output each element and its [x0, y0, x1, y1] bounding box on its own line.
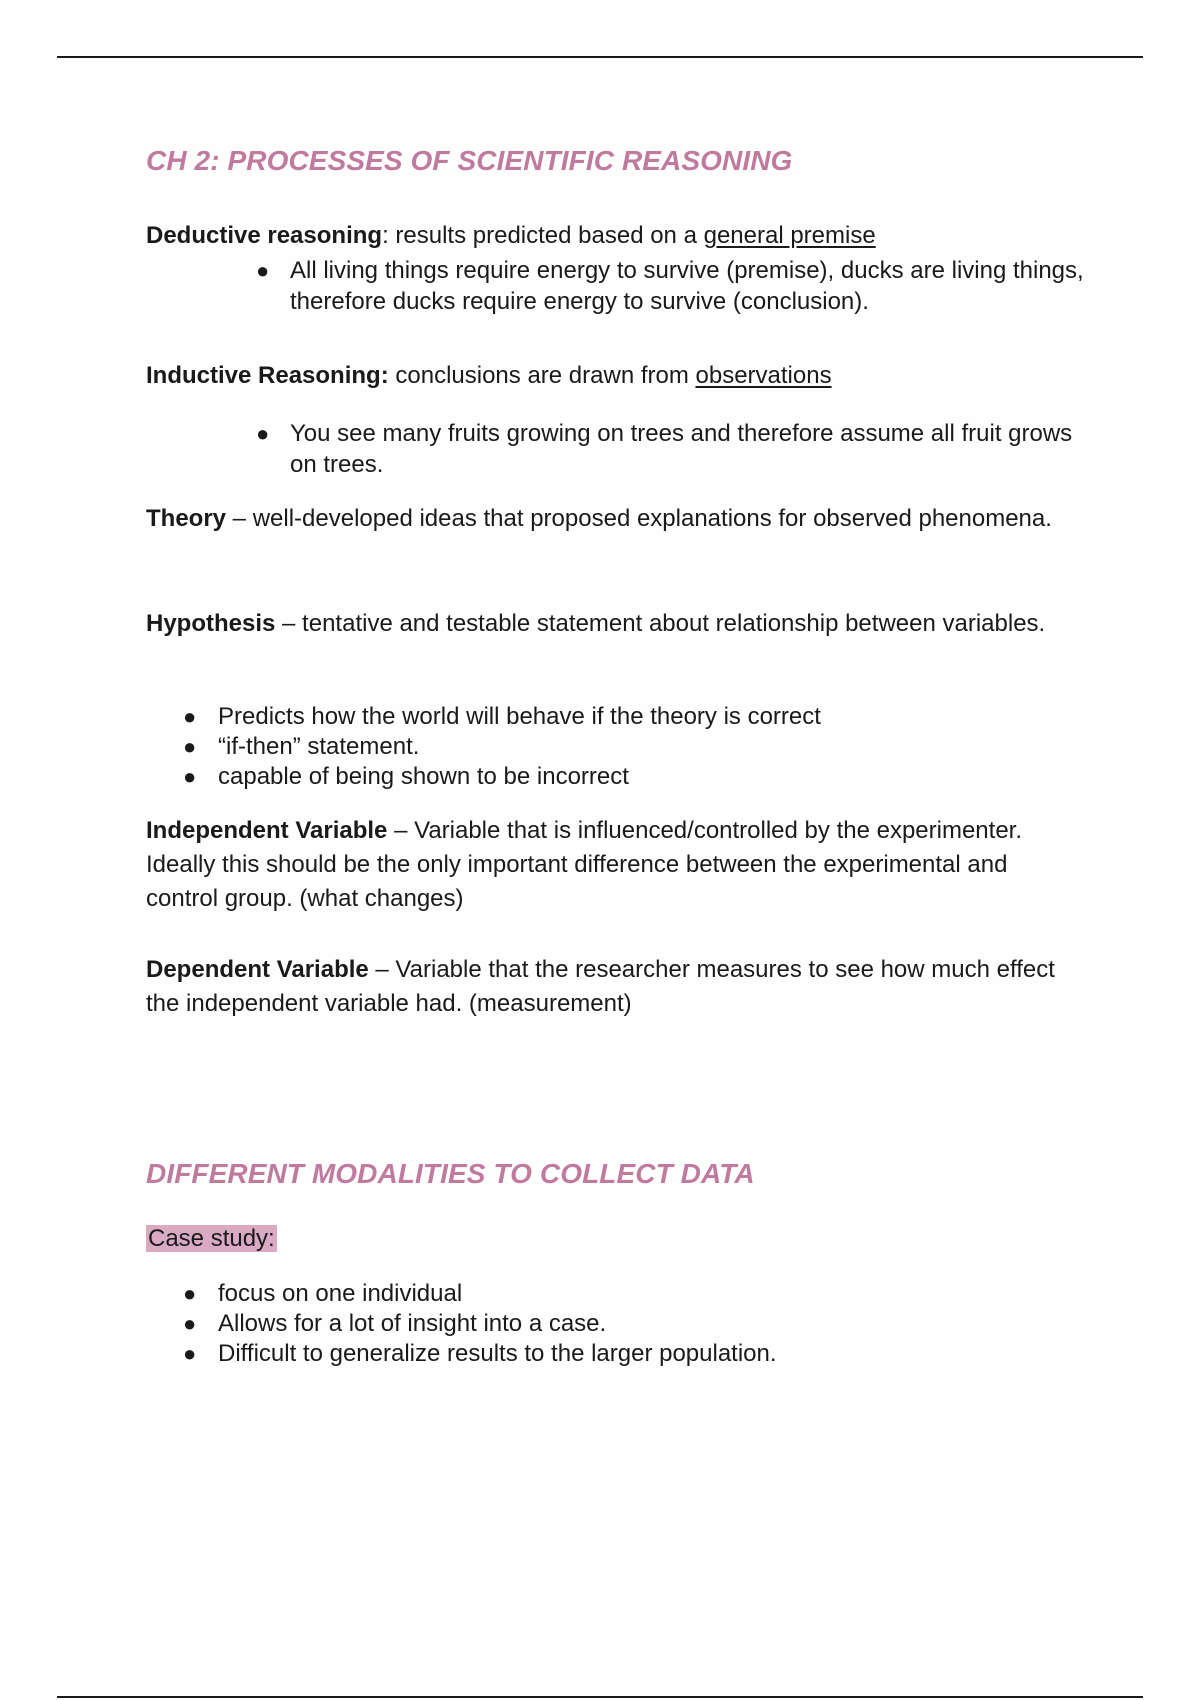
list-item: [183, 1279, 1098, 1309]
bullet-icon: ●: [183, 704, 197, 729]
inductive-term: Inductive Reasoning:: [146, 362, 389, 389]
list-item: [183, 1339, 1098, 1369]
case-study-label: Case study:: [148, 1225, 275, 1252]
inductive-underlined: observations: [695, 362, 832, 389]
list-item: [256, 255, 1090, 317]
independent-term: Independent Variable: [146, 817, 388, 844]
bullet-icon: ●: [183, 764, 197, 789]
inductive-sep: conclusions are drawn from: [388, 362, 696, 389]
deductive-underlined: general premise: [703, 222, 876, 249]
bullet-icon: ●: [256, 421, 270, 446]
bullet-icon: ●: [183, 734, 197, 759]
theory-term: Theory: [146, 505, 227, 532]
theory-text: – well-developed ideas that proposed explanations for observed phenomena.: [226, 505, 1052, 532]
case-study-label-block: [146, 1222, 1086, 1256]
hypothesis-bullets: [183, 702, 1098, 792]
dependent-text: – Variable that the researcher measures to see how much effect the independent variable had. (measurement): [146, 956, 1055, 1017]
case-study-bullet-2: Allows for a lot of insight into a case.: [218, 1310, 607, 1337]
deductive-bullets: [256, 255, 1090, 317]
bottom-rule: [57, 1696, 1143, 1698]
inductive-bullets: [256, 418, 1090, 480]
bullet-icon: ●: [183, 1311, 197, 1336]
deductive-bullet-1: All living things require energy to survive (premise), ducks are living things, therefore ducks require energy to survive (conclusion).: [290, 257, 1084, 315]
bullet-icon: ●: [183, 1281, 197, 1306]
bullet-icon: ●: [183, 1341, 197, 1366]
independent-variable-definition: [146, 814, 1086, 916]
hypothesis-bullet-2: “if-then” statement.: [218, 733, 420, 760]
list-item: [183, 702, 1098, 732]
case-study-bullet-3: Difficult to generalize results to the larger population.: [218, 1340, 777, 1367]
independent-text: – Variable that is influenced/controlled by the experimenter. Ideally this should be the only important difference between the experimental and control group. (what changes): [146, 817, 1022, 912]
list-item: [256, 418, 1090, 480]
case-study-bullets: [183, 1279, 1098, 1369]
dependent-variable-definition: [146, 953, 1086, 1021]
inductive-bullet-1: You see many fruits growing on trees and therefore assume all fruit grows on trees.: [290, 420, 1073, 478]
hypothesis-term: Hypothesis: [146, 610, 276, 637]
deductive-term: Deductive reasoning: [146, 222, 383, 249]
theory-definition: [146, 502, 1086, 536]
section-heading-data-modalities: DIFFERENT MODALITIES TO COLLECT DATA: [146, 1158, 755, 1189]
hypothesis-bullet-3: capable of being shown to be incorrect: [218, 763, 629, 790]
case-study-bullet-1: focus on one individual: [218, 1280, 463, 1307]
hypothesis-text: – tentative and testable statement about relationship between variables.: [275, 610, 1046, 637]
inductive-definition: [146, 359, 1086, 393]
list-item: [183, 1309, 1098, 1339]
deductive-definition: [146, 219, 1086, 253]
section-heading-scientific-reasoning: CH 2: PROCESSES OF SCIENTIFIC REASONING: [146, 145, 793, 176]
list-item: [183, 732, 1098, 762]
list-item: [183, 762, 1098, 792]
top-rule: [57, 56, 1143, 58]
hypothesis-definition: [146, 607, 1086, 641]
dependent-term: Dependent Variable: [146, 956, 369, 983]
deductive-sep: : results predicted based on a: [382, 222, 704, 249]
hypothesis-bullet-1: Predicts how the world will behave if the theory is correct: [218, 703, 821, 730]
bullet-icon: ●: [256, 258, 270, 283]
